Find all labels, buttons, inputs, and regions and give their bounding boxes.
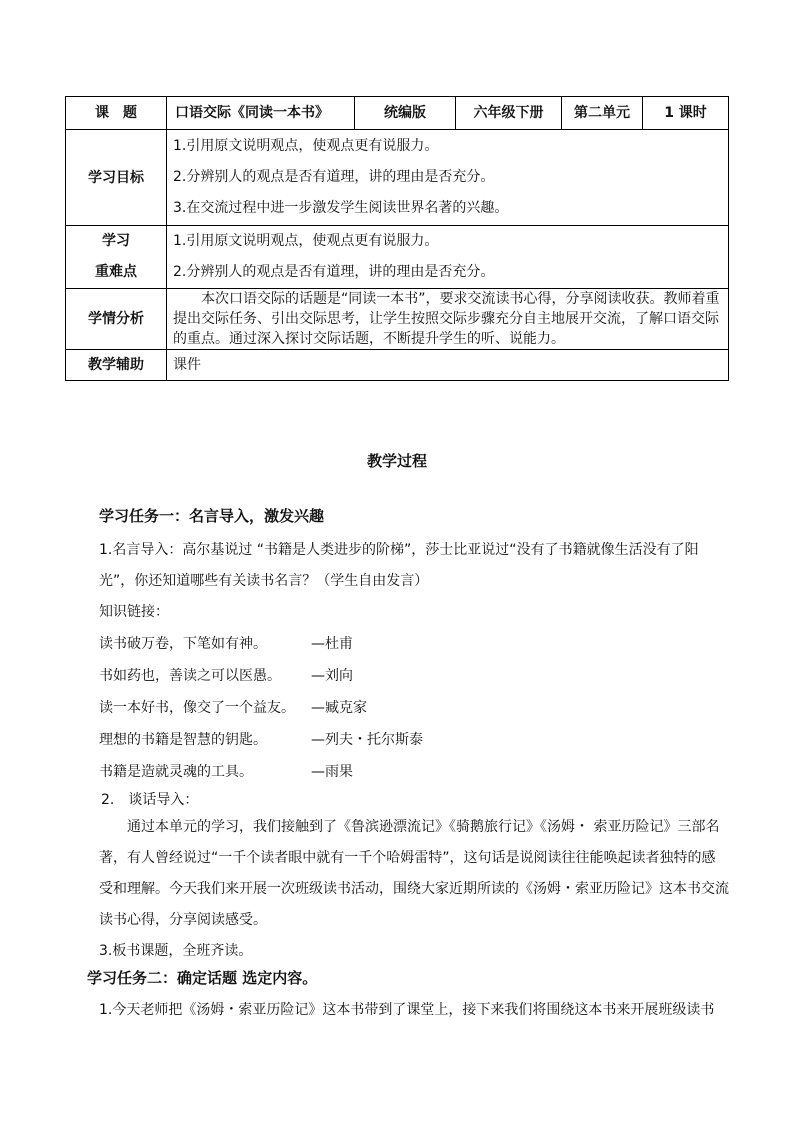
- goals-label: 学习目标: [66, 130, 167, 226]
- unit: 第二单元: [562, 97, 643, 130]
- task1-title: 学习任务一：名言导入，激发兴趣: [99, 507, 325, 525]
- aids-row: [66, 350, 729, 381]
- process-content: [87, 505, 729, 1026]
- task2-title: 学习任务二：确定话题 选定内容。: [87, 969, 318, 987]
- analysis-text: 本次口语交际的话题是“同读一本书”，要求交流读书心得，分享阅读收获。教师着重提出交际任务、引出交际思考，让学生按照交际步骤充分自主地展开交流，了解口语交际的重点。通过深入探讨交际话题，不断提升学生的听、说能力。: [167, 289, 729, 350]
- quote-author: —臧克家: [311, 700, 367, 716]
- quote-author: —雨果: [311, 764, 353, 780]
- aids-value: 课件: [167, 350, 729, 381]
- edition: 统编版: [355, 97, 456, 130]
- step3-text: 3.板书课题，全班齐读。: [99, 943, 253, 959]
- quote-item: [99, 660, 729, 692]
- analysis-label: 学情分析: [66, 289, 167, 350]
- quote-text: 理想的书籍是智慧的钥匙。: [99, 732, 267, 748]
- header-row: [66, 97, 729, 130]
- key-points-row: [66, 226, 729, 289]
- grade: 六年级下册: [456, 97, 562, 130]
- process-title: 教学过程: [366, 452, 427, 470]
- periods: 1 课时: [643, 97, 729, 130]
- key-points-label-line2: 重难点: [95, 264, 137, 280]
- key-points-label-line1: 学习: [102, 233, 130, 249]
- task1-intro: 1.名言导入：高尔基说过 “书籍是人类进步的阶梯”，莎士比亚说过“没有了书籍就像生活没有了阳光”，你还知道哪些有关读书名言？（学生自由发言）: [99, 542, 699, 589]
- step2-label: 2. 谈话导入：: [101, 792, 199, 808]
- goal-item: 3.在交流过程中进一步激发学生阅读世界名著的兴趣。: [173, 200, 509, 216]
- goal-item: 1.引用原文说明观点，使观点更有说服力。: [173, 138, 439, 154]
- quote-text: 读一本好书，像交了一个益友。: [99, 700, 295, 716]
- aids-label: 教学辅助: [66, 350, 167, 381]
- lesson-info-table: [65, 96, 729, 381]
- knowledge-link-label: 知识链接：: [99, 604, 169, 620]
- quote-author: —刘向: [311, 668, 353, 684]
- quote-text: 书籍是造就灵魂的工具。: [99, 764, 253, 780]
- quote-item: [99, 628, 729, 660]
- quote-text: 读书破万卷，下笔如有神。: [99, 636, 267, 652]
- quote-text: 书如药也，善读之可以医愚。: [99, 668, 281, 684]
- step2-text: 通过本单元的学习，我们接触到了《鲁滨逊漂流记》《骑鹅旅行记》《汤姆・ 索亚历险记》三部名著，有人曾经说过“一千个读者眼中就有一千个哈姆雷特”，这句话是说阅读往往能唤起读者独特的感受和理解。今天我们来开展一次班级读书活动，围绕大家近期所读的《汤姆・索亚历险记》这本书交流读书心得，分享阅读感受。: [99, 819, 729, 928]
- quote-author: —杜甫: [311, 636, 353, 652]
- quote-item: [99, 756, 729, 788]
- key-points-cell: [167, 226, 729, 289]
- goal-item: 2.分辨别人的观点是否有道理，讲的理由是否充分。: [173, 169, 495, 185]
- goals-cell: [167, 130, 729, 226]
- task2-step1: 1.今天老师把《汤姆・索亚历险记》这本书带到了课堂上，接下来我们将围绕这本书来开展班级读书: [99, 1002, 715, 1018]
- header-label: 课 题: [66, 97, 167, 130]
- quote-item: [99, 692, 729, 724]
- quote-author: —列夫・托尔斯泰: [311, 732, 423, 748]
- key-point-item: 2.分辨别人的观点是否有道理，讲的理由是否充分。: [173, 264, 495, 280]
- key-point-item: 1.引用原文说明观点，使观点更有说服力。: [173, 233, 439, 249]
- goals-row: [66, 130, 729, 226]
- lesson-subject: 口语交际《同读一本书》: [167, 97, 355, 130]
- quote-item: [99, 724, 729, 756]
- key-points-label: [66, 226, 167, 289]
- analysis-row: [66, 289, 729, 350]
